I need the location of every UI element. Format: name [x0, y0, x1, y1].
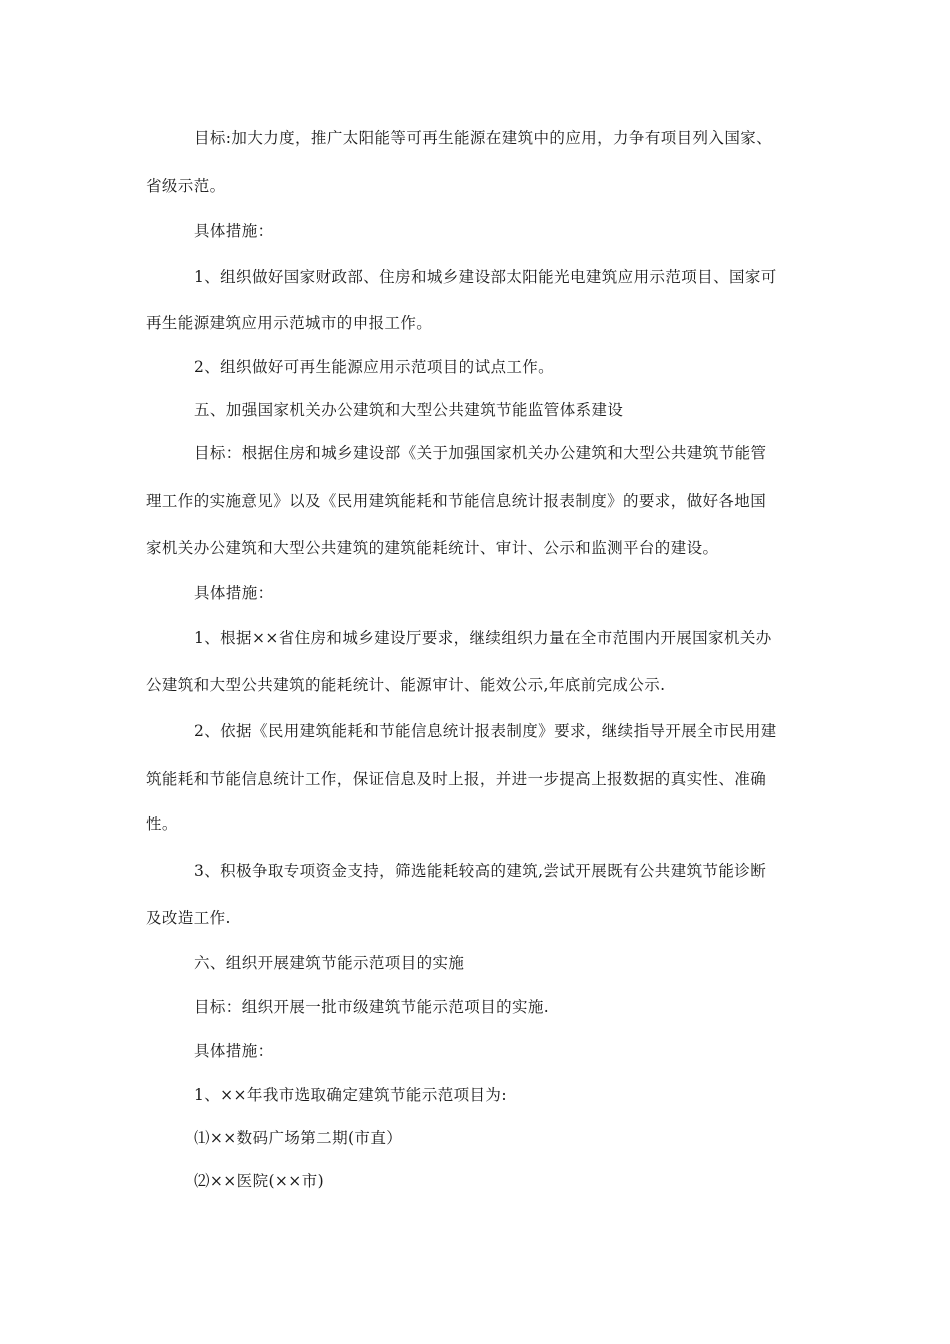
section-label: 具体措施：	[194, 1042, 274, 1060]
section-heading: 六、组织开展建筑节能示范项目的实施	[194, 954, 465, 972]
list-item: ⑵××医院(××市)	[194, 1172, 325, 1190]
paragraph-line: 目标：组织开展一批市级建筑节能示范项目的实施.	[194, 998, 550, 1016]
paragraph-line: 再生能源建筑应用示范城市的申报工作。	[146, 314, 433, 332]
paragraph-line: 2、组织做好可再生能源应用示范项目的试点工作。	[194, 358, 555, 376]
paragraph-line: 目标:加大力度，推广太阳能等可再生能源在建筑中的应用，力争有项目列入国家、	[194, 129, 773, 147]
paragraph-line: 公建筑和大型公共建筑的能耗统计、能源审计、能效公示,年底前完成公示.	[146, 676, 666, 694]
paragraph-line: 1、根据××省住房和城乡建设厅要求，继续组织力量在全市范围内开展国家机关办	[194, 629, 772, 647]
paragraph-line: 1、××年我市选取确定建筑节能示范项目为:	[194, 1086, 507, 1104]
paragraph-line: 1、组织做好国家财政部、住房和城乡建设部太阳能光电建筑应用示范项目、国家可	[194, 268, 777, 286]
section-heading: 五、加强国家机关办公建筑和大型公共建筑节能监管体系建设	[194, 401, 624, 419]
paragraph-line: 理工作的实施意见》以及《民用建筑能耗和节能信息统计报表制度》的要求，做好各地国	[146, 492, 767, 510]
paragraph-line: 家机关办公建筑和大型公共建筑的建筑能耗统计、审计、公示和监测平台的建设。	[146, 539, 719, 557]
section-label: 具体措施：	[194, 584, 274, 602]
paragraph-line: 省级示范。	[146, 177, 226, 195]
section-label: 具体措施：	[194, 222, 274, 240]
paragraph-line: 性。	[146, 815, 178, 833]
paragraph-line: 筑能耗和节能信息统计工作，保证信息及时上报，并进一步提高上报数据的真实性、准确	[146, 770, 767, 788]
list-item: ⑴××数码广场第二期(市直）	[194, 1129, 403, 1147]
paragraph-line: 及改造工作.	[146, 909, 231, 927]
paragraph-line: 3、积极争取专项资金支持，筛选能耗较高的建筑,尝试开展既有公共建筑节能诊断	[194, 862, 767, 880]
paragraph-line: 2、依据《民用建筑能耗和节能信息统计报表制度》要求，继续指导开展全市民用建	[194, 722, 777, 740]
paragraph-line: 目标：根据住房和城乡建设部《关于加强国家机关办公建筑和大型公共建筑节能管	[194, 444, 767, 462]
